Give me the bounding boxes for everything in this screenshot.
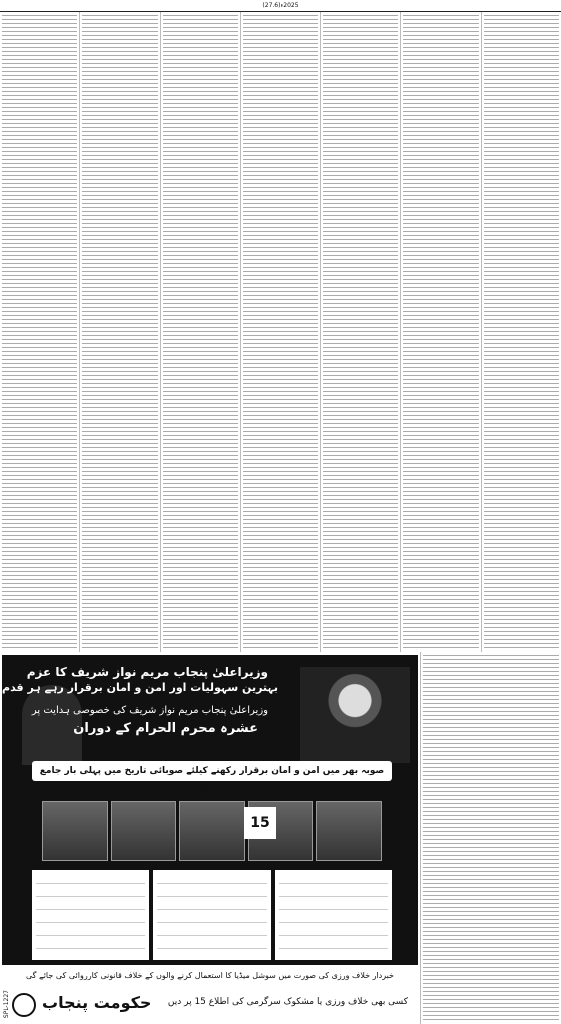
ad-code: SPL-1227 bbox=[3, 990, 10, 1019]
ad-photo bbox=[42, 801, 108, 861]
text-lines bbox=[163, 14, 238, 650]
ad-photo bbox=[316, 801, 382, 861]
ad-warning: خبردار خلاف ورزی کی صورت میں سوشل میڈیا کا استعمال کرنے والوں کے خلاف قانونی کارروائی کی جائے گی bbox=[2, 965, 418, 987]
news-columns bbox=[0, 12, 561, 652]
ad-photo-strip bbox=[42, 801, 382, 861]
column-5 bbox=[160, 12, 240, 652]
text-lines bbox=[323, 14, 398, 650]
helpline-badge: 15 bbox=[244, 807, 276, 839]
ad-info-grid bbox=[32, 870, 392, 960]
right-column-lower bbox=[420, 652, 561, 1024]
govt-name: حکومت پنجاب bbox=[42, 993, 152, 1012]
ad-muharram: عشرہ محرم الحرام کے دوران bbox=[73, 721, 258, 736]
text-lines bbox=[403, 14, 478, 650]
ad-headline-2: بہترین سہولیات اور امن و امان برقرار رہے ہر قدم bbox=[2, 681, 278, 694]
ad-photo bbox=[111, 801, 177, 861]
ad-photo bbox=[179, 801, 245, 861]
column-4 bbox=[240, 12, 320, 652]
text-lines bbox=[243, 14, 318, 650]
ad-subtitle: وزیراعلیٰ پنجاب مریم نواز شریف کی خصوصی ہدایت پر bbox=[31, 705, 268, 716]
column-1 bbox=[481, 12, 561, 652]
column-2 bbox=[400, 12, 480, 652]
portrait-image bbox=[300, 667, 410, 763]
ad-footer bbox=[2, 987, 418, 1024]
date-line: 2025ء(27.6) bbox=[262, 2, 299, 9]
punjab-seal-icon bbox=[12, 993, 36, 1017]
text-lines bbox=[423, 654, 559, 1022]
text-lines bbox=[2, 14, 77, 650]
text-lines bbox=[82, 14, 157, 650]
government-advertisement bbox=[2, 655, 418, 1024]
ad-info-box bbox=[32, 870, 149, 960]
ad-info-box bbox=[275, 870, 392, 960]
page-header bbox=[0, 0, 561, 12]
text-lines bbox=[484, 14, 559, 650]
ad-info-box bbox=[153, 870, 270, 960]
column-6 bbox=[79, 12, 159, 652]
call-text: کسی بھی خلاف ورزی یا مشکوک سرگرمی کی اطلاع 15 پر دیں bbox=[167, 997, 408, 1007]
ad-headline-1: وزیراعلیٰ پنجاب مریم نواز شریف کا عزم bbox=[26, 665, 268, 679]
column-7 bbox=[0, 12, 79, 652]
ad-banner: صوبہ بھر میں امن و امان برقرار رکھنے کیلئے صوبائی تاریخ میں پہلی بار جامع سکیورٹی پلان جاری bbox=[32, 761, 392, 781]
column-3 bbox=[320, 12, 400, 652]
